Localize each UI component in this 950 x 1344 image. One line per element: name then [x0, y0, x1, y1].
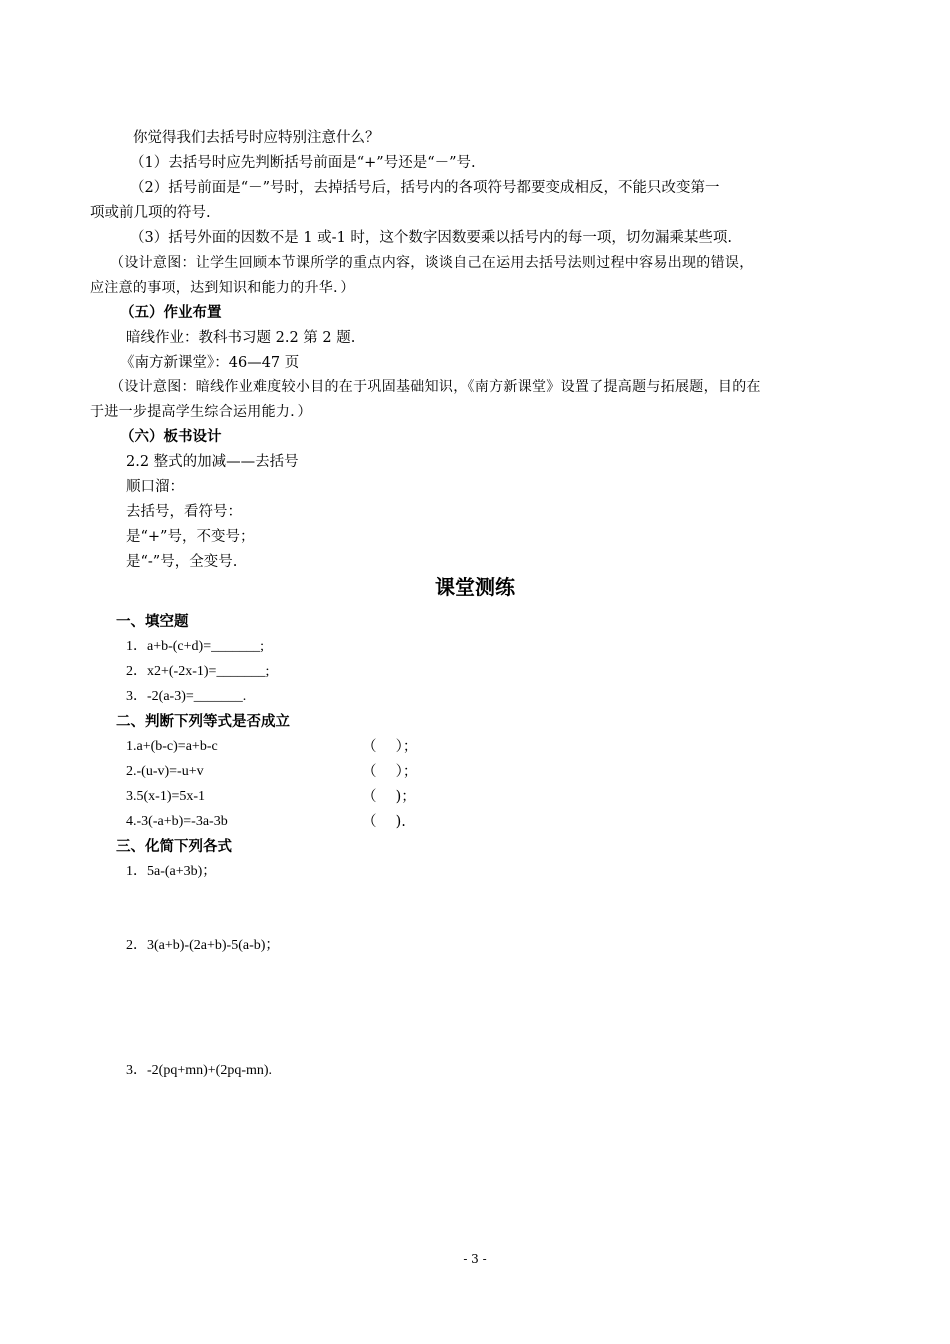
fill-item-2: 2．x2+(-2x-1)=_______;: [126, 664, 270, 679]
summary-question: 你觉得我们去括号时应特别注意什么？: [133, 130, 380, 146]
homework-line-1: 暗线作业：教科书习题 2.2 第 2 题.: [126, 330, 356, 346]
homework-design-intent-line-2: 于进一步提高学生综合运用能力．）: [90, 404, 312, 420]
judge-item-2-answer-blank: （ ）；: [362, 764, 418, 780]
summary-design-intent-line-2: 应注意的事项，达到知识和能力的升华．）: [90, 280, 355, 296]
judge-item-2-expression: 2.-(u-v)=-u+v: [126, 764, 204, 779]
simplify-item-2: 2．3(a+b)-(2a+b)-5(a-b)；: [126, 938, 280, 953]
judge-item-4-answer-blank: （ ).: [362, 814, 406, 830]
board-line-3: 去括号，看符号：: [126, 504, 242, 520]
board-line-4: 是“+”号，不变号；: [126, 529, 255, 545]
simplify-item-3: 3．-2(pq+mn)+(2pq-mn).: [126, 1063, 273, 1078]
judge-item-1-expression: 1.a+(b-c)=a+b-c: [126, 739, 218, 754]
judge-item-4-expression: 4.-3(-a+b)=-3a-3b: [126, 814, 228, 829]
judge-item-1-answer-blank: （ ）；: [362, 739, 418, 755]
board-heading: （六）板书设计: [120, 429, 222, 445]
section-3-heading: 三、化简下列各式: [116, 839, 232, 855]
summary-design-intent-line-1: （设计意图：让学生回顾本节课所学的重点内容，谈谈自己在运用去括号法则过程中容易出现的错误，: [110, 255, 754, 271]
homework-heading: （五）作业布置: [120, 305, 222, 321]
section-2-heading: 二、判断下列等式是否成立: [116, 714, 290, 730]
board-line-2: 顺口溜：: [126, 479, 184, 495]
judge-item-3-expression: 3.5(x-1)=5x-1: [126, 789, 206, 804]
board-line-1: 2.2 整式的加减——去括号: [126, 454, 299, 470]
quiz-title: 课堂测练: [435, 575, 515, 599]
section-1-heading: 一、填空题: [116, 614, 189, 630]
page-number: - 3 -: [463, 1252, 487, 1266]
judge-item-3-answer-blank: （ )；: [362, 789, 416, 805]
simplify-item-1: 1．5a-(a+3b)；: [126, 864, 217, 879]
summary-point-3: （3）括号外面的因数不是 1 或-1 时，这个数字因数要乘以括号内的每一项，切勿漏乘某些项.: [130, 230, 733, 246]
board-line-5: 是“-”号，全变号.: [126, 554, 238, 570]
homework-line-2: 《南方新课堂》：46—47 页: [120, 355, 300, 371]
summary-point-2-line-1: （2）括号前面是“－”号时，去掉括号后，括号内的各项符号都要变成相反，不能只改变第一: [130, 180, 720, 196]
fill-item-1: 1．a+b-(c+d)=_______;: [126, 639, 264, 654]
homework-design-intent-line-1: （设计意图：暗线作业难度较小目的在于巩固基础知识，《南方新课堂》设置了提高题与拓展题，目的在: [110, 379, 761, 395]
fill-item-3: 3．-2(a-3)=_______.: [126, 689, 247, 704]
summary-point-1: （1）去括号时应先判断括号前面是“+”号还是“－”号.: [130, 155, 476, 171]
summary-point-2-line-2: 项或前几项的符号.: [90, 205, 211, 221]
